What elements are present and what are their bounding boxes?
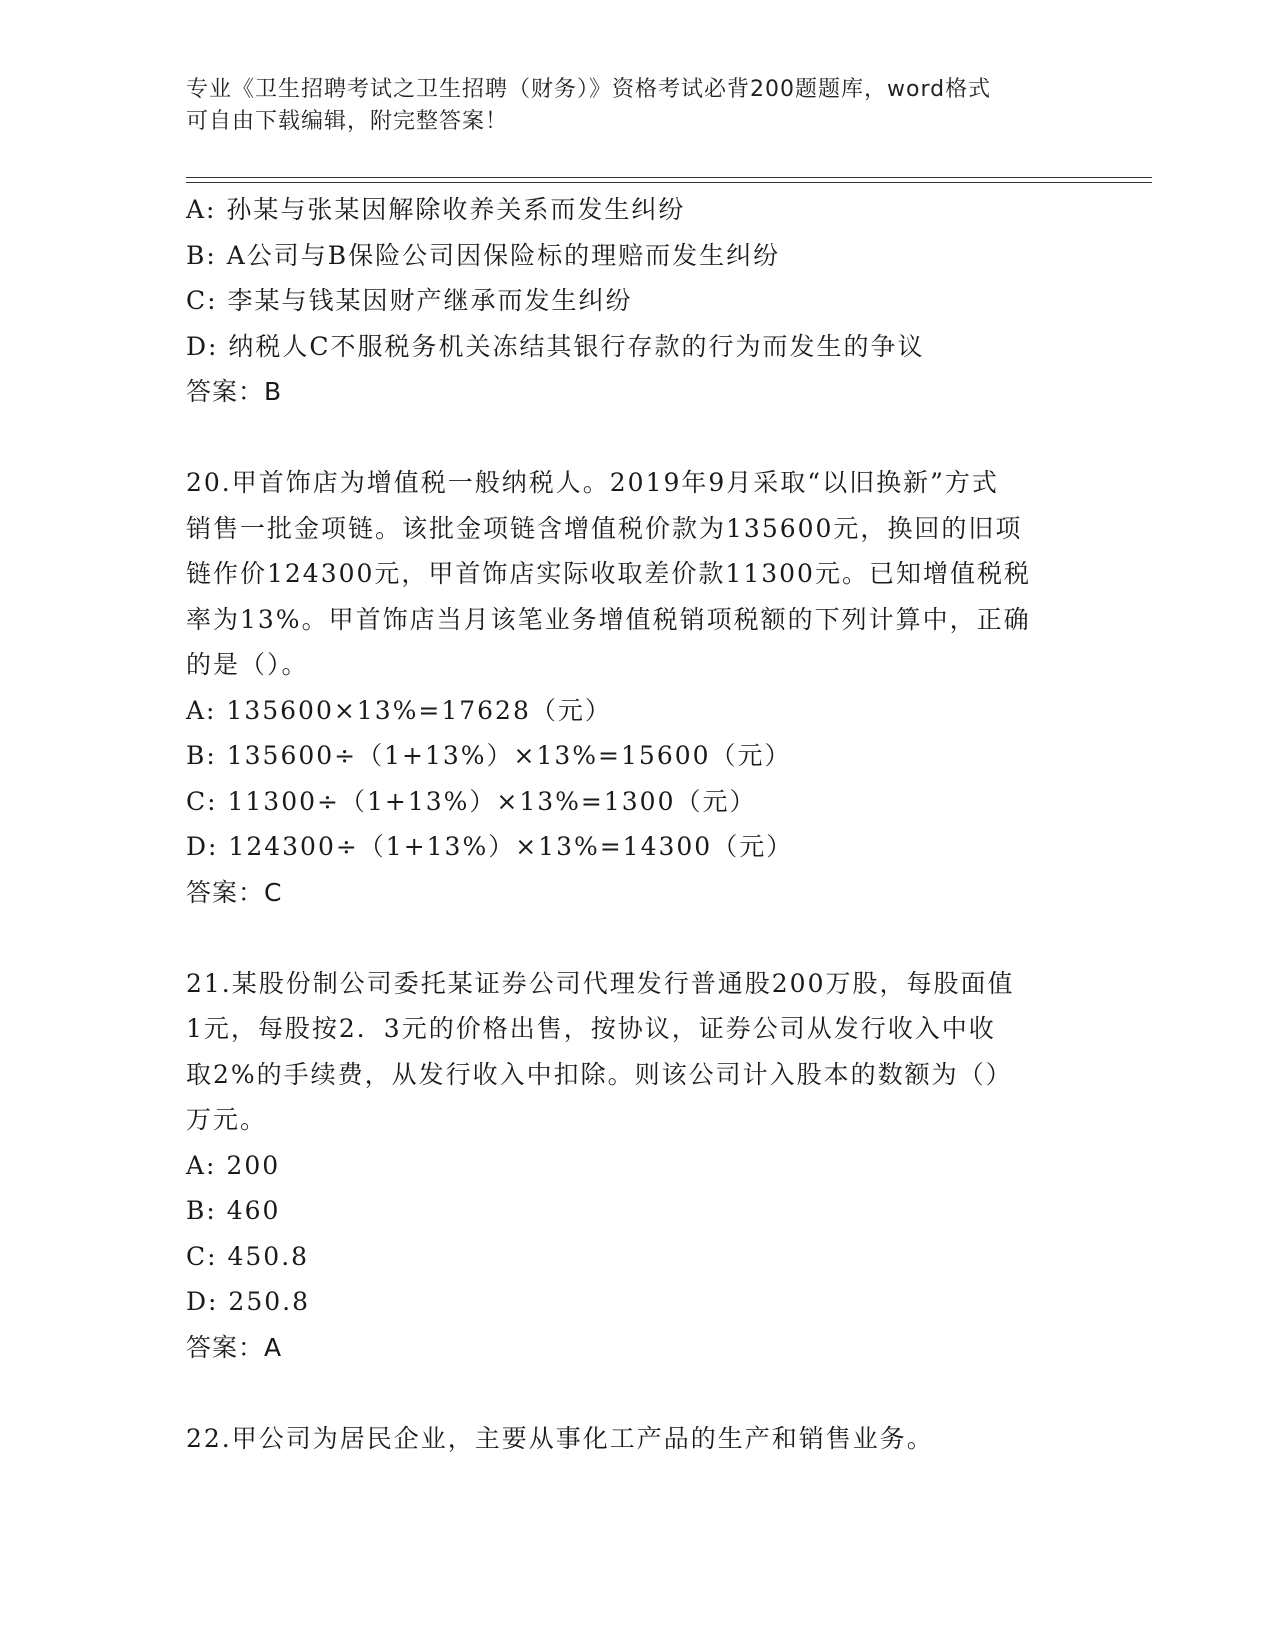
answer-line: 答案：C	[186, 877, 283, 907]
option-d: D: 纳税人C不服税务机关冻结其银行存款的行为而发生的争议	[186, 331, 925, 361]
spacer	[186, 915, 1086, 961]
option-a: A: 孙某与张某因解除收养关系而发生纠纷	[186, 195, 686, 224]
question-19	[186, 187, 1086, 415]
spacer	[186, 415, 1086, 461]
spacer	[186, 1370, 1086, 1416]
option-b: B: 460	[186, 1196, 281, 1225]
header-subtitle-line: 可自由下载编辑，附完整答案！	[186, 109, 509, 134]
header-divider-top	[186, 177, 1152, 178]
option-b: B: 135600÷（1+13%）×13%=15600（元）	[186, 741, 792, 770]
answer-line: 答案：B	[186, 377, 283, 406]
option-c: C: 450.8	[186, 1241, 310, 1271]
question-stem-line: 率为13%。甲首饰店当月该笔业务增值税销项税额的下列计算中，正确	[186, 604, 1031, 634]
question-20	[186, 460, 1086, 915]
question-stem-line: 的是（）。	[186, 650, 309, 679]
option-a: A: 135600×13%=17628（元）	[186, 695, 612, 725]
option-d: D: 124300÷（1+13%）×13%=14300（元）	[186, 832, 794, 861]
option-a: A: 200	[186, 1150, 281, 1180]
option-b: B: A公司与B保险公司因保险标的理赔而发生纠纷	[186, 240, 781, 270]
question-stem-line: 20.甲首饰店为增值税一般纳税人。2019年9月采取“以旧换新”方式	[186, 468, 999, 497]
question-stem-line: 1元，每股按2．3元的价格出售，按协议，证券公司从发行收入中收	[186, 1014, 996, 1043]
question-stem-line: 取2%的手续费，从发行收入中扣除。则该公司计入股本的数额为（）	[186, 1059, 1013, 1089]
question-stem-line: 万元。	[186, 1105, 268, 1134]
option-c: C: 李某与钱某因财产继承而发生纠纷	[186, 286, 633, 315]
question-list	[186, 187, 1086, 1461]
header-divider-bottom	[186, 182, 1152, 183]
option-d: D: 250.8	[186, 1287, 310, 1316]
question-stem-line: 链作价124300元，甲首饰店实际收取差价款11300元。已知增值税税	[186, 559, 1031, 588]
document-header	[186, 74, 1086, 138]
answer-line: 答案：A	[186, 1332, 283, 1362]
question-stem-line: 22.甲公司为居民企业，主要从事化工产品的生产和销售业务。	[186, 1423, 934, 1453]
question-22	[186, 1416, 1086, 1462]
question-stem-line: 21.某股份制公司委托某证券公司代理发行普通股200万股，每股面值	[186, 968, 1015, 998]
question-21	[186, 961, 1086, 1371]
header-title-line: 专业《卫生招聘考试之卫生招聘（财务）》资格考试必背200题题库，word格式	[186, 77, 992, 102]
question-stem-line: 销售一批金项链。该批金项链含增值税价款为135600元，换回的旧项	[186, 513, 1023, 543]
option-c: C: 11300÷（1+13%）×13%=1300（元）	[186, 786, 757, 816]
